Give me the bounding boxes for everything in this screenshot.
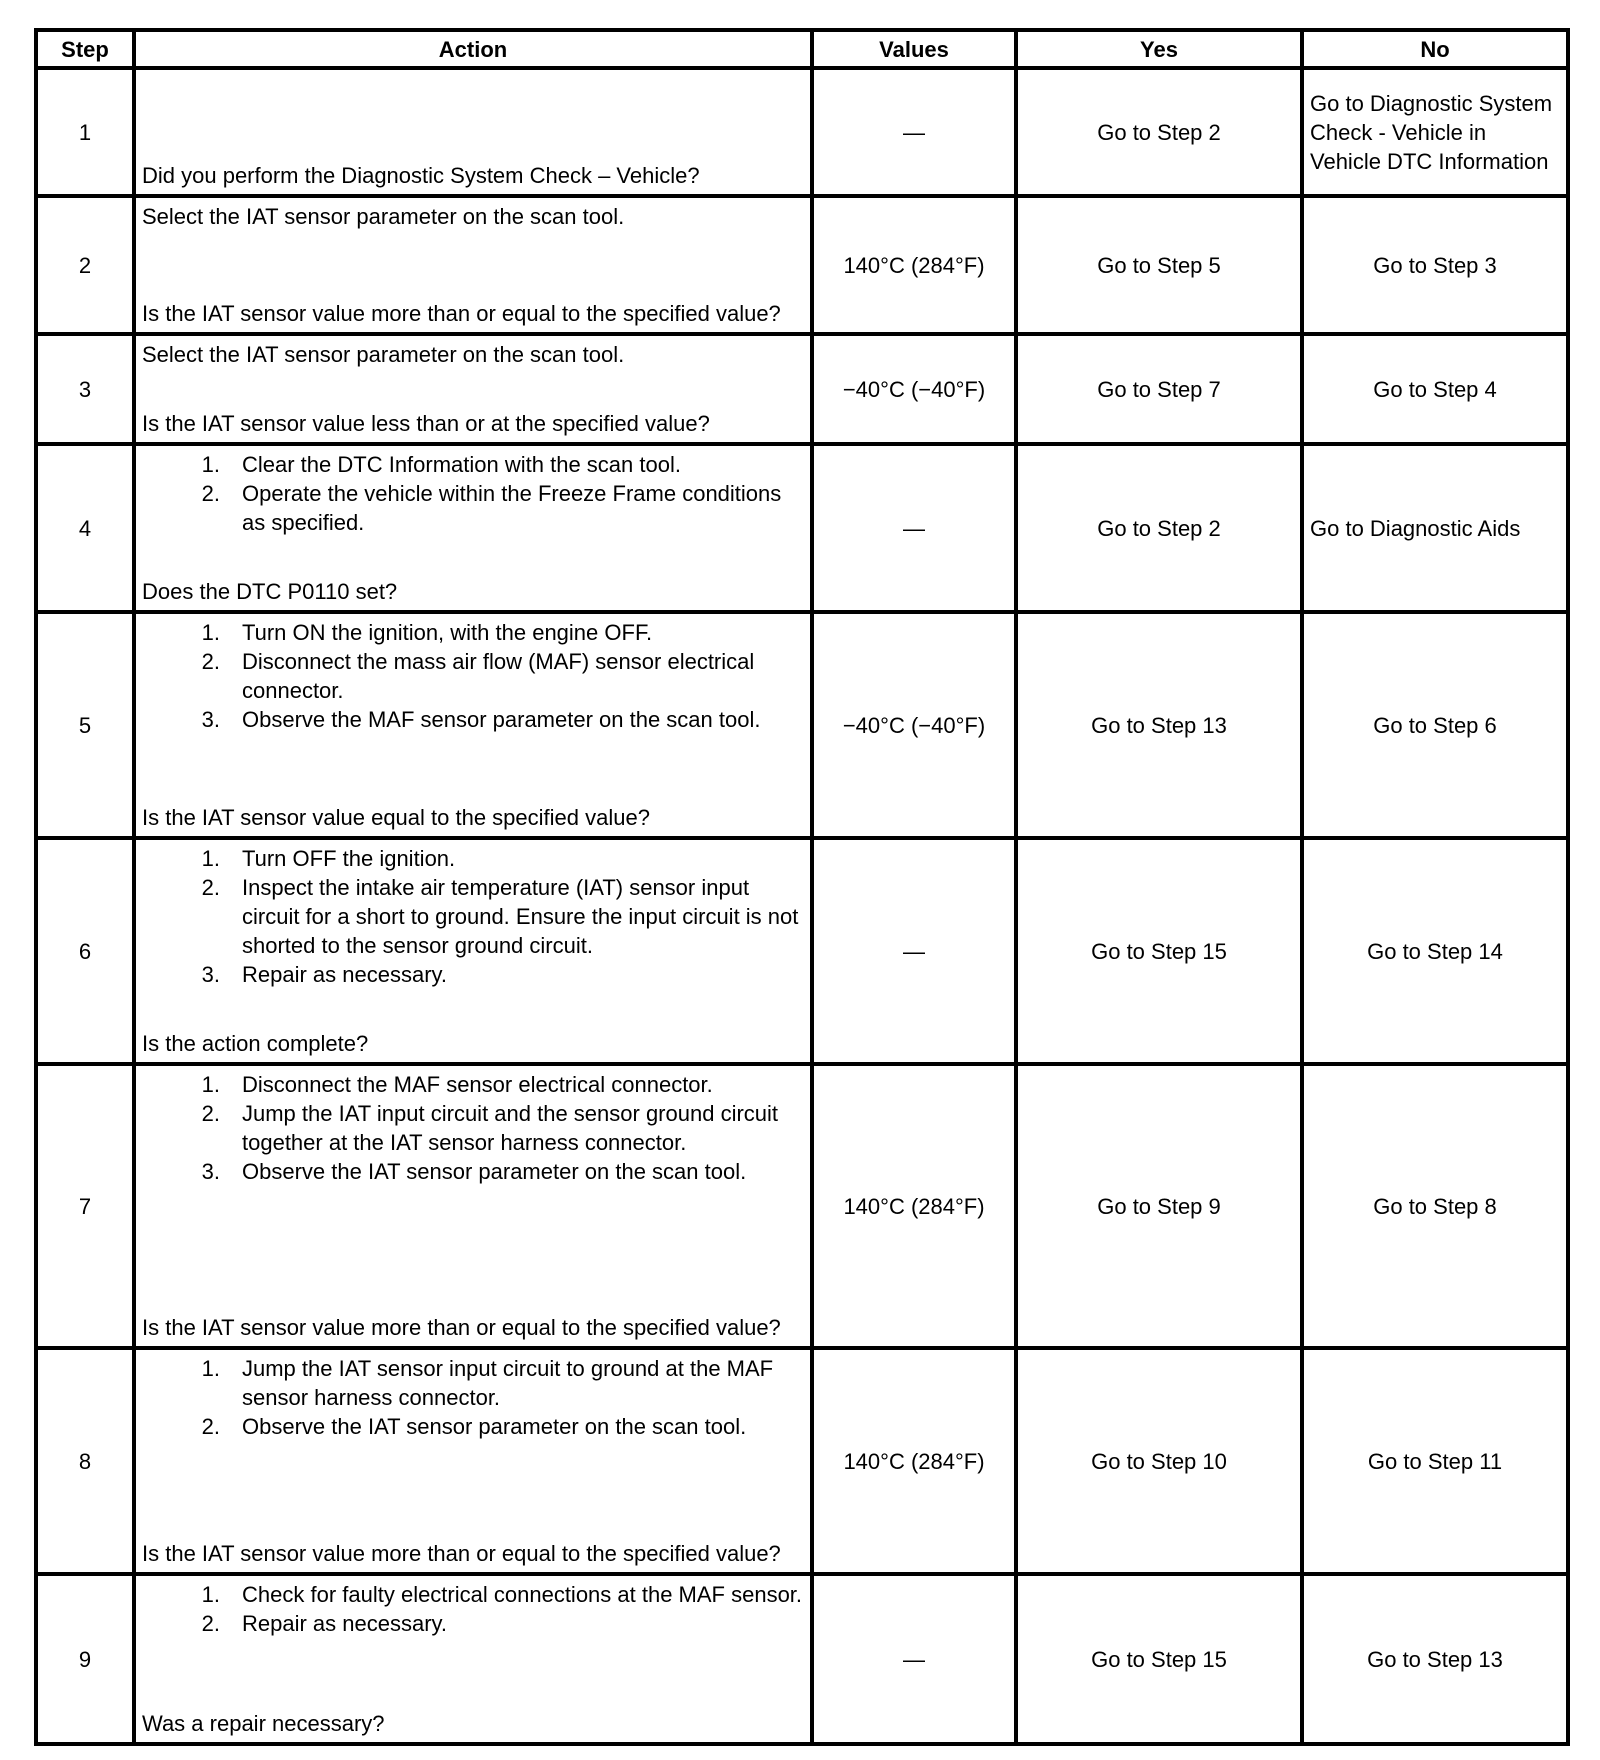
action-step-number: 1.: [201, 1582, 220, 1607]
action-step-item: [142, 1157, 804, 1186]
action-step-number: 3.: [201, 707, 220, 732]
action-step-item: [142, 844, 804, 873]
action-steps-list: [142, 1354, 804, 1441]
action-step-number: 1.: [201, 846, 220, 871]
header-row: [36, 30, 1568, 68]
no-cell: Go to Step 11: [1302, 1348, 1568, 1574]
action-step-item: [142, 873, 804, 960]
action-step-text: Clear the DTC Information with the scan tool.: [242, 452, 681, 477]
action-question: Was a repair necessary?: [142, 1711, 385, 1736]
yes-cell: Go to Step 7: [1016, 334, 1302, 444]
table-row: [36, 68, 1568, 196]
action-step-item: [142, 1412, 804, 1441]
table-row: [36, 1348, 1568, 1574]
action-step-item: [142, 1354, 804, 1412]
table-row: [36, 196, 1568, 334]
table-body: [36, 68, 1568, 1744]
action-step-text: Observe the MAF sensor parameter on the scan tool.: [242, 707, 761, 732]
step-number: 2: [36, 196, 134, 334]
action-cell: [134, 334, 812, 444]
action-content: [142, 1580, 804, 1738]
action-step-text: Observe the IAT sensor parameter on the scan tool.: [242, 1414, 747, 1439]
action-cell: [134, 68, 812, 196]
yes-cell: Go to Step 2: [1016, 444, 1302, 612]
action-question: Is the action complete?: [142, 1031, 369, 1056]
action-step-number: 2.: [201, 1414, 220, 1439]
table-row: [36, 1064, 1568, 1348]
action-step-text: Operate the vehicle within the Freeze Frame conditions as specified.: [242, 481, 782, 535]
step-number: 7: [36, 1064, 134, 1348]
no-cell: Go to Step 3: [1302, 196, 1568, 334]
header-no: No: [1302, 30, 1568, 68]
value-cell: 140°C (284°F): [812, 1348, 1016, 1574]
action-step-text: Turn ON the ignition, with the engine OFF.: [242, 620, 653, 645]
action-step-item: [142, 1609, 804, 1638]
action-step-number: 2.: [201, 875, 220, 900]
header-step: Step: [36, 30, 134, 68]
value-cell: −40°C (−40°F): [812, 612, 1016, 838]
no-cell: Go to Diagnostic System Check - Vehicle in Vehicle DTC Information: [1302, 68, 1568, 196]
header-values: Values: [812, 30, 1016, 68]
action-step-item: [142, 647, 804, 705]
value-cell: —: [812, 444, 1016, 612]
action-step-number: 2.: [201, 649, 220, 674]
action-step-number: 2.: [201, 481, 220, 506]
step-number: 9: [36, 1574, 134, 1744]
yes-cell: Go to Step 2: [1016, 68, 1302, 196]
action-step-item: [142, 1099, 804, 1157]
action-content: [142, 1354, 804, 1568]
action-question: Did you perform the Diagnostic System Check – Vehicle?: [142, 163, 700, 188]
step-number: 8: [36, 1348, 134, 1574]
action-step-number: 2.: [201, 1101, 220, 1126]
value-cell: −40°C (−40°F): [812, 334, 1016, 444]
yes-cell: Go to Step 10: [1016, 1348, 1302, 1574]
step-number: 1: [36, 68, 134, 196]
action-steps-list: [142, 1580, 804, 1638]
table-row: [36, 444, 1568, 612]
action-steps-list: [142, 618, 804, 734]
action-content: [142, 74, 804, 190]
table-row: [36, 612, 1568, 838]
action-cell: [134, 1064, 812, 1348]
action-step-text: Repair as necessary.: [242, 1611, 448, 1636]
value-cell: 140°C (284°F): [812, 1064, 1016, 1348]
yes-cell: Go to Step 5: [1016, 196, 1302, 334]
action-step-item: [142, 1580, 804, 1609]
action-step-number: 2.: [201, 1611, 220, 1636]
action-intro: Select the IAT sensor parameter on the scan tool.: [142, 204, 625, 229]
action-step-text: Disconnect the MAF sensor electrical connector.: [242, 1072, 713, 1097]
action-question: Is the IAT sensor value more than or equal to the specified value?: [142, 301, 781, 326]
action-step-text: Turn OFF the ignition.: [242, 846, 456, 871]
step-number: 3: [36, 334, 134, 444]
action-question: Does the DTC P0110 set?: [142, 579, 398, 604]
action-step-text: Jump the IAT sensor input circuit to ground at the MAF sensor harness connector.: [242, 1356, 774, 1410]
action-step-number: 1.: [201, 452, 220, 477]
action-content: [142, 202, 804, 328]
action-step-text: Inspect the intake air temperature (IAT) sensor input circuit for a short to ground. Ensure the input circuit is not shorted to the sensor ground circuit.: [242, 875, 799, 958]
action-steps-list: [142, 450, 804, 537]
yes-cell: Go to Step 9: [1016, 1064, 1302, 1348]
no-cell: Go to Step 8: [1302, 1064, 1568, 1348]
action-step-item: [142, 705, 804, 734]
action-intro: Select the IAT sensor parameter on the scan tool.: [142, 342, 625, 367]
value-cell: 140°C (284°F): [812, 196, 1016, 334]
action-question: Is the IAT sensor value more than or equal to the specified value?: [142, 1541, 781, 1566]
action-content: [142, 340, 804, 438]
action-step-number: 3.: [201, 962, 220, 987]
action-step-item: [142, 618, 804, 647]
header-yes: Yes: [1016, 30, 1302, 68]
yes-cell: Go to Step 15: [1016, 838, 1302, 1064]
action-cell: [134, 838, 812, 1064]
value-cell: —: [812, 1574, 1016, 1744]
action-content: [142, 618, 804, 832]
no-cell: Go to Diagnostic Aids: [1302, 444, 1568, 612]
value-cell: —: [812, 68, 1016, 196]
action-question: Is the IAT sensor value more than or equal to the specified value?: [142, 1315, 781, 1340]
yes-cell: Go to Step 15: [1016, 1574, 1302, 1744]
action-step-item: [142, 479, 804, 537]
action-step-item: [142, 450, 804, 479]
action-step-text: Jump the IAT input circuit and the sensor ground circuit together at the IAT sensor harness connector.: [242, 1101, 779, 1155]
value-cell: —: [812, 838, 1016, 1064]
action-step-text: Check for faulty electrical connections at the MAF sensor.: [242, 1582, 803, 1607]
action-step-item: [142, 1070, 804, 1099]
diagnostic-table: [34, 28, 1570, 1746]
action-steps-list: [142, 1070, 804, 1186]
step-number: 6: [36, 838, 134, 1064]
step-number: 4: [36, 444, 134, 612]
action-step-text: Observe the IAT sensor parameter on the scan tool.: [242, 1159, 747, 1184]
action-step-item: [142, 960, 804, 989]
action-question: Is the IAT sensor value equal to the specified value?: [142, 805, 650, 830]
no-cell: Go to Step 14: [1302, 838, 1568, 1064]
action-step-number: 1.: [201, 1356, 220, 1381]
header-action: Action: [134, 30, 812, 68]
yes-cell: Go to Step 13: [1016, 612, 1302, 838]
action-cell: [134, 612, 812, 838]
table-row: [36, 838, 1568, 1064]
action-content: [142, 1070, 804, 1342]
action-content: [142, 450, 804, 606]
action-cell: [134, 196, 812, 334]
table-row: [36, 334, 1568, 444]
action-steps-list: [142, 844, 804, 989]
action-step-number: 1.: [201, 1072, 220, 1097]
no-cell: Go to Step 6: [1302, 612, 1568, 838]
action-question: Is the IAT sensor value less than or at the specified value?: [142, 411, 710, 436]
action-cell: [134, 1574, 812, 1744]
action-step-number: 1.: [201, 620, 220, 645]
action-cell: [134, 444, 812, 612]
table-row: [36, 1574, 1568, 1744]
action-step-number: 3.: [201, 1159, 220, 1184]
action-cell: [134, 1348, 812, 1574]
no-cell: Go to Step 4: [1302, 334, 1568, 444]
step-number: 5: [36, 612, 134, 838]
action-step-text: Disconnect the mass air flow (MAF) sensor electrical connector.: [242, 649, 755, 703]
action-step-text: Repair as necessary.: [242, 962, 448, 987]
no-cell: Go to Step 13: [1302, 1574, 1568, 1744]
action-content: [142, 844, 804, 1058]
